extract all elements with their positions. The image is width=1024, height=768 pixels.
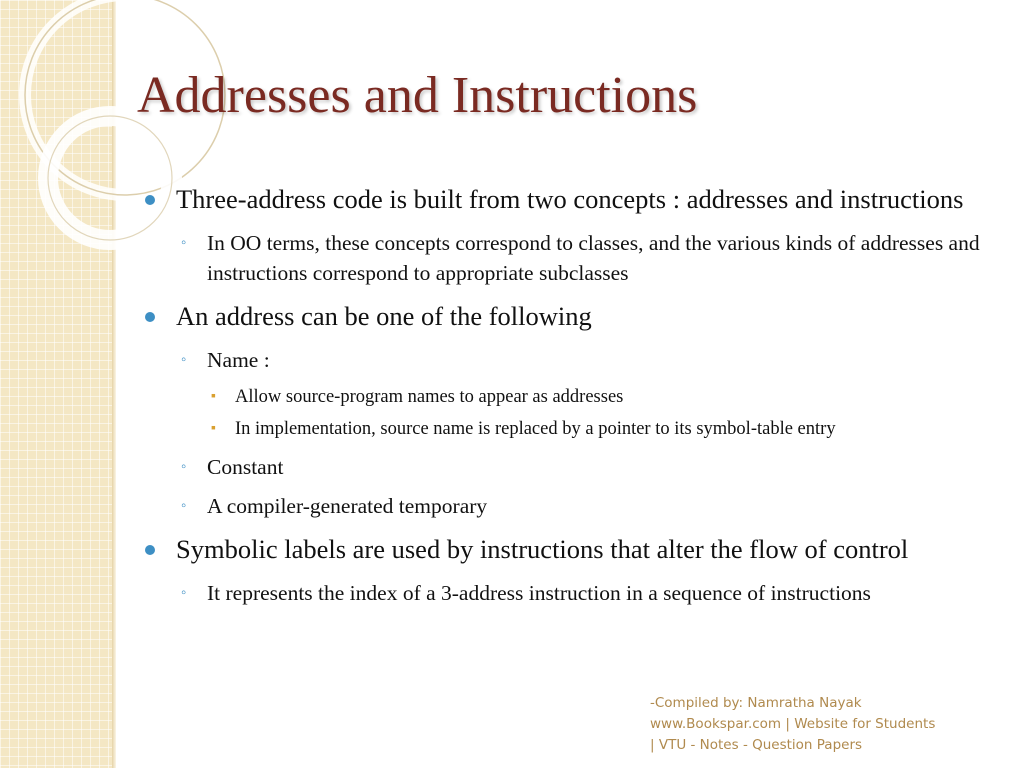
sub-sub-bullet-text: Allow source-program names to appear as addresses [235,387,624,407]
filled-circle-bullet-icon [145,195,155,205]
sub-bullet-text: In OO terms, these concepts correspond to classes, and the various kinds of addresses and instructions correspond to appropriate subclasses [207,231,980,285]
hollow-circle-bullet-icon: ◦ [181,498,187,514]
footer-line: -Compiled by: Namratha Nayak [650,695,862,711]
hollow-circle-bullet-icon: ◦ [181,352,187,368]
sub-sub-bullet-item [140,384,1010,410]
sub-bullet-text: Constant [207,455,284,479]
filled-circle-bullet-icon [145,545,155,555]
sub-bullet-item [140,452,1010,482]
bullet-text: Symbolic labels are used by instructions that alter the flow of control [176,534,909,564]
bullet-text: Three-address code is built from two concepts : addresses and instructions [176,184,964,214]
bullet-text: An address can be one of the following [176,301,592,331]
sub-bullet-text: A compiler-generated temporary [207,494,488,518]
footer-line: | VTU - Notes - Question Papers [650,737,863,753]
small-square-bullet-icon: ▪ [211,389,216,404]
filled-circle-bullet-icon [145,312,155,322]
sub-sub-bullet-item [140,416,1010,442]
slide-title: Addresses and Instructions [137,67,698,124]
hollow-circle-bullet-icon: ◦ [181,459,187,475]
sub-bullet-item [140,578,1010,608]
slide-content [140,180,1010,617]
bullet-item [140,530,1010,568]
sub-bullet-item [140,345,1010,375]
sub-sub-bullet-text: In implementation, source name is replaced by a pointer to its symbol-table entry [235,419,836,439]
sidebar-edge [112,0,116,768]
sub-bullet-item [140,228,1010,288]
decorative-sidebar [0,0,112,768]
sub-bullet-text: It represents the index of a 3-address instruction in a sequence of instructions [207,581,871,605]
bullet-item [140,180,1010,218]
small-square-bullet-icon: ▪ [211,421,216,436]
footer-line: www.Bookspar.com | Website for Students [650,716,936,732]
sub-bullet-item [140,491,1010,521]
hollow-circle-bullet-icon: ◦ [181,235,187,251]
hollow-circle-bullet-icon: ◦ [181,585,187,601]
sub-bullet-text: Name : [207,348,270,372]
footer-credits [650,693,935,756]
bullet-item [140,297,1010,335]
